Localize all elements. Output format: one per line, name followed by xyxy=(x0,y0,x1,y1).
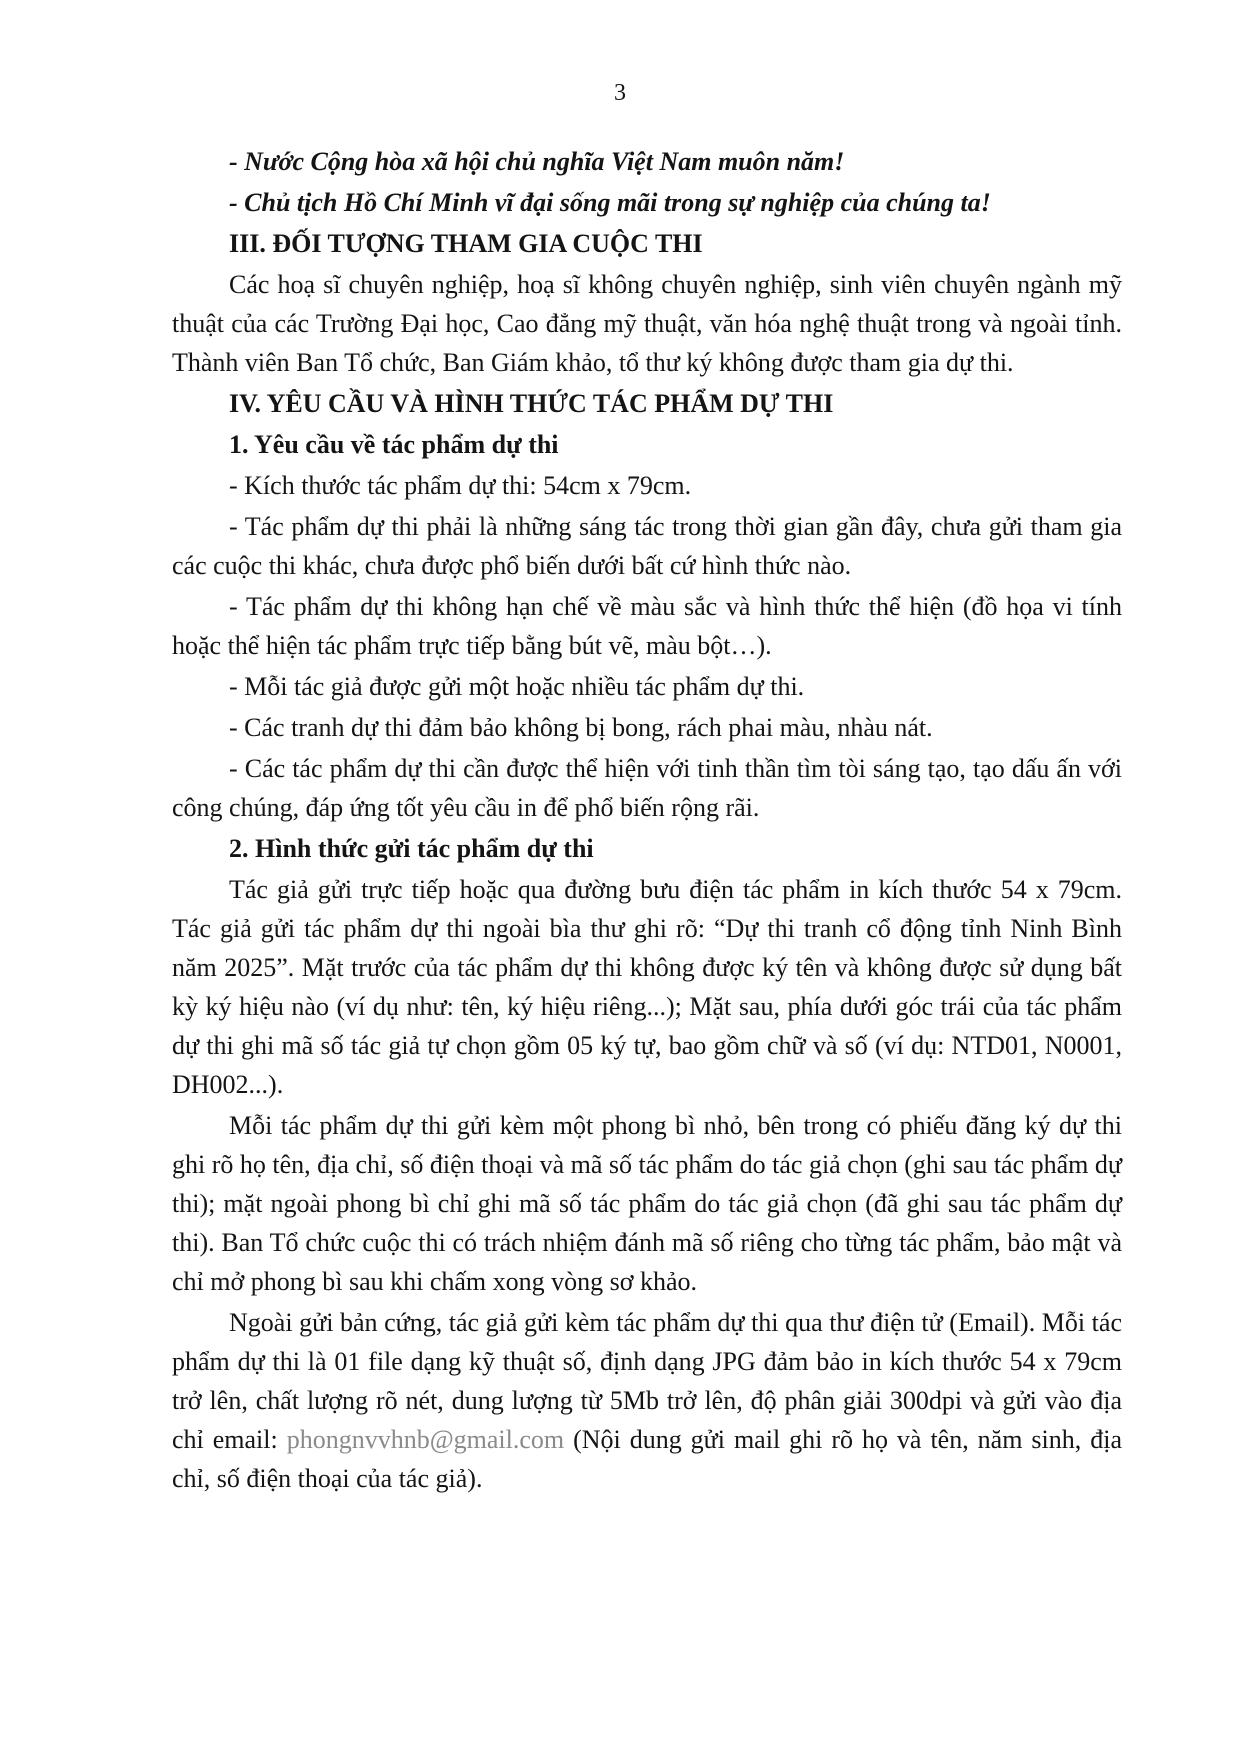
page-number: 3 xyxy=(614,80,626,106)
slogan-2: - Chủ tịch Hồ Chí Minh vĩ đại sống mãi trong sự nghiệp của chúng ta! xyxy=(229,188,991,217)
requirement-item: - Tác phẩm dự thi phải là những sáng tác trong thời gian gần đây, chưa gửi tham gia các cuộc thi khác, chưa được phổ biến dưới bất cứ hình thức nào. xyxy=(172,512,1122,580)
paragraph-3-text-start: Ngoài gửi bản cứng, tác giả gửi kèm tác phẩm dự thi qua thư điện tử (Email). Mỗi tác phẩm dự thi là 01 file dạng kỹ thuật số, định dạng JPG đảm bảo in kích thước 54 x 79cm trở lên, chất lượng rõ nét, dung lượng từ 5Mb trở lên, độ phân giải 300dpi và gửi vào địa chỉ email: xyxy=(172,1308,1122,1454)
requirement-item: - Mỗi tác giả được gửi một hoặc nhiều tác phẩm dự thi. xyxy=(229,672,805,701)
paragraph-3-text-end: (Nội dung gửi mail ghi rõ họ và tên, năm sinh, địa chỉ, số điện thoại của tác giả). xyxy=(172,1425,1122,1493)
email-address-link[interactable]: phongnvvhnb@gmail.com xyxy=(286,1425,565,1454)
section-3-heading: III. ĐỐI TƯỢNG THAM GIA CUỘC THI xyxy=(229,229,703,258)
submission-paragraph-1: Tác giả gửi trực tiếp hoặc qua đường bưu điện tác phẩm in kích thước 54 x 79cm. Tác giả gửi tác phẩm dự thi ngoài bìa thư ghi rõ: “Dự thi tranh cổ động tỉnh Ninh Bình năm 2025”. Mặt trước của tác phẩm dự thi không được ký tên và không được sử dụng bất kỳ ký hiệu nào (ví dụ như: tên, ký hiệu riêng...); Mặt sau, phía dưới góc trái của tác phẩm dự thi ghi mã số tác giả tự chọn gồm 05 ký tự, bao gồm chữ và số (ví dụ: NTD01, N0001, DH002...). xyxy=(172,875,1122,1099)
requirement-item: - Các tác phẩm dự thi cần được thể hiện với tinh thần tìm tòi sáng tạo, tạo dấu ấn với công chúng, đáp ứng tốt yêu cầu in để phổ biến rộng rãi. xyxy=(172,754,1122,822)
section-4-heading: IV. YÊU CẦU VÀ HÌNH THỨC TÁC PHẨM DỰ THI xyxy=(229,389,834,418)
requirement-item: - Tác phẩm dự thi không hạn chế về màu sắc và hình thức thể hiện (đồ họa vi tính hoặc thể hiện tác phẩm trực tiếp bằng bút vẽ, màu bột…). xyxy=(172,592,1122,660)
requirement-item: - Kích thước tác phẩm dự thi: 54cm x 79cm. xyxy=(229,471,692,500)
page-content xyxy=(172,142,1122,1498)
section-3-body: Các hoạ sĩ chuyên nghiệp, hoạ sĩ không chuyên nghiệp, sinh viên chuyên ngành mỹ thuật của các Trường Đại học, Cao đẳng mỹ thuật, văn hóa nghệ thuật trong và ngoài tỉnh. Thành viên Ban Tổ chức, Ban Giám khảo, tổ thư ký không được tham gia dự thi. xyxy=(172,270,1122,377)
slogan-1: - Nước Cộng hòa xã hội chủ nghĩa Việt Nam muôn năm! xyxy=(229,147,845,176)
submission-paragraph-2: Mỗi tác phẩm dự thi gửi kèm một phong bì nhỏ, bên trong có phiếu đăng ký dự thi ghi rõ họ tên, địa chỉ, số điện thoại và mã số tác phẩm do tác giả chọn (ghi sau tác phẩm dự thi); mặt ngoài phong bì chỉ ghi mã số tác phẩm do tác giả chọn (đã ghi sau tác phẩm dự thi). Ban Tổ chức cuộc thi có trách nhiệm đánh mã số riêng cho từng tác phẩm, bảo mật và chỉ mở phong bì sau khi chấm xong vòng sơ khảo. xyxy=(172,1111,1122,1296)
subsection-2-heading: 2. Hình thức gửi tác phẩm dự thi xyxy=(229,834,594,863)
submission-paragraph-3 xyxy=(172,1303,1122,1498)
requirement-item: - Các tranh dự thi đảm bảo không bị bong, rách phai màu, nhàu nát. xyxy=(229,713,933,742)
subsection-1-heading: 1. Yêu cầu về tác phẩm dự thi xyxy=(229,430,559,459)
